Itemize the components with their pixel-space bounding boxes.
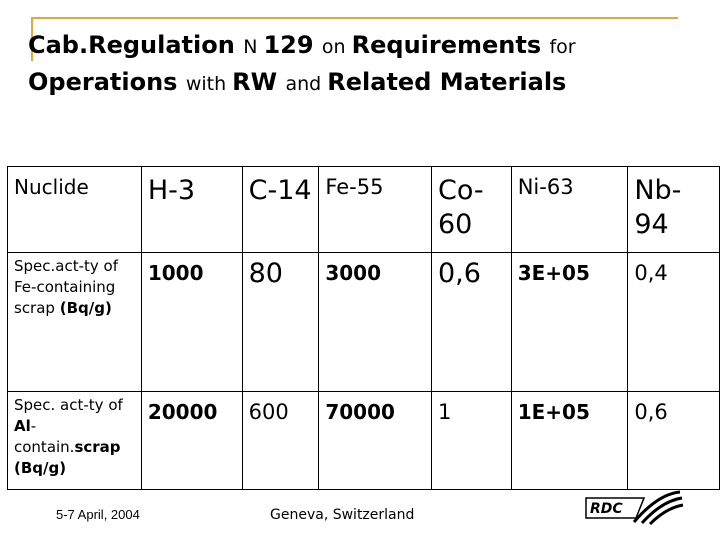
title-word: 129 [263,31,322,59]
title-line-2 [28,65,708,102]
logo-text: RDC [590,501,623,517]
footer-date: 5-7 April, 2004 [56,507,140,522]
rdc-logo [584,488,684,528]
footer-place: Geneva, Switzerland [270,507,415,523]
table-row [8,253,720,392]
value-cell: 3E+05 [511,253,628,392]
value-cell: 0,4 [628,253,720,392]
table-header-row [8,167,720,253]
value-cell: 600 [242,392,319,490]
row-label-text: scrap [74,438,121,456]
title-word: on [321,36,352,58]
title-word: RW [232,68,286,96]
value-cell: 1 [431,392,511,490]
title-word: Related Materials [327,68,567,96]
title-word: N [243,36,264,58]
title-word: Operations [28,68,186,96]
nuclide-co60: Co-60 [431,167,511,253]
value-cell: 3000 [319,253,432,392]
row-label-unit: (Bq/g) [14,459,67,477]
row-label-text: Spec.act-ty of Fe-containing scrap [14,257,119,317]
title-word: Cab.Regulation [28,31,244,59]
nuclide-table [7,166,720,490]
title-word: and [285,73,328,95]
title-word: Requirements [351,31,550,59]
value-cell: 1000 [141,253,242,392]
logo-swoosh-icon [634,492,683,524]
value-cell: 20000 [141,392,242,490]
title-word: for [549,36,576,58]
row-label-element: Al [14,417,31,435]
value-cell: 70000 [319,392,432,490]
nuclide-ni63: Ni-63 [511,167,628,253]
table-row [8,392,720,490]
title-accent-horizontal [31,17,678,19]
value-cell: 0,6 [628,392,720,490]
title-word: with [185,73,233,95]
title-line-1 [28,28,708,65]
row-label-unit: (Bq/g) [59,299,112,317]
header-label-cell: Nuclide [8,167,142,253]
row-label-fe-scrap [8,253,142,392]
value-cell: 0,6 [431,253,511,392]
value-cell: 80 [242,253,319,392]
nuclide-fe55: Fe-55 [319,167,432,253]
nuclide-h3: H-3 [141,167,242,253]
row-label-text: Spec. act-ty of [14,396,123,414]
row-label-al-scrap [8,392,142,490]
row-label-text: -contain. [14,417,75,456]
value-cell: 1E+05 [511,392,628,490]
nuclide-c14: C-14 [242,167,319,253]
nuclide-nb94: Nb-94 [628,167,720,253]
slide-title [28,28,708,102]
